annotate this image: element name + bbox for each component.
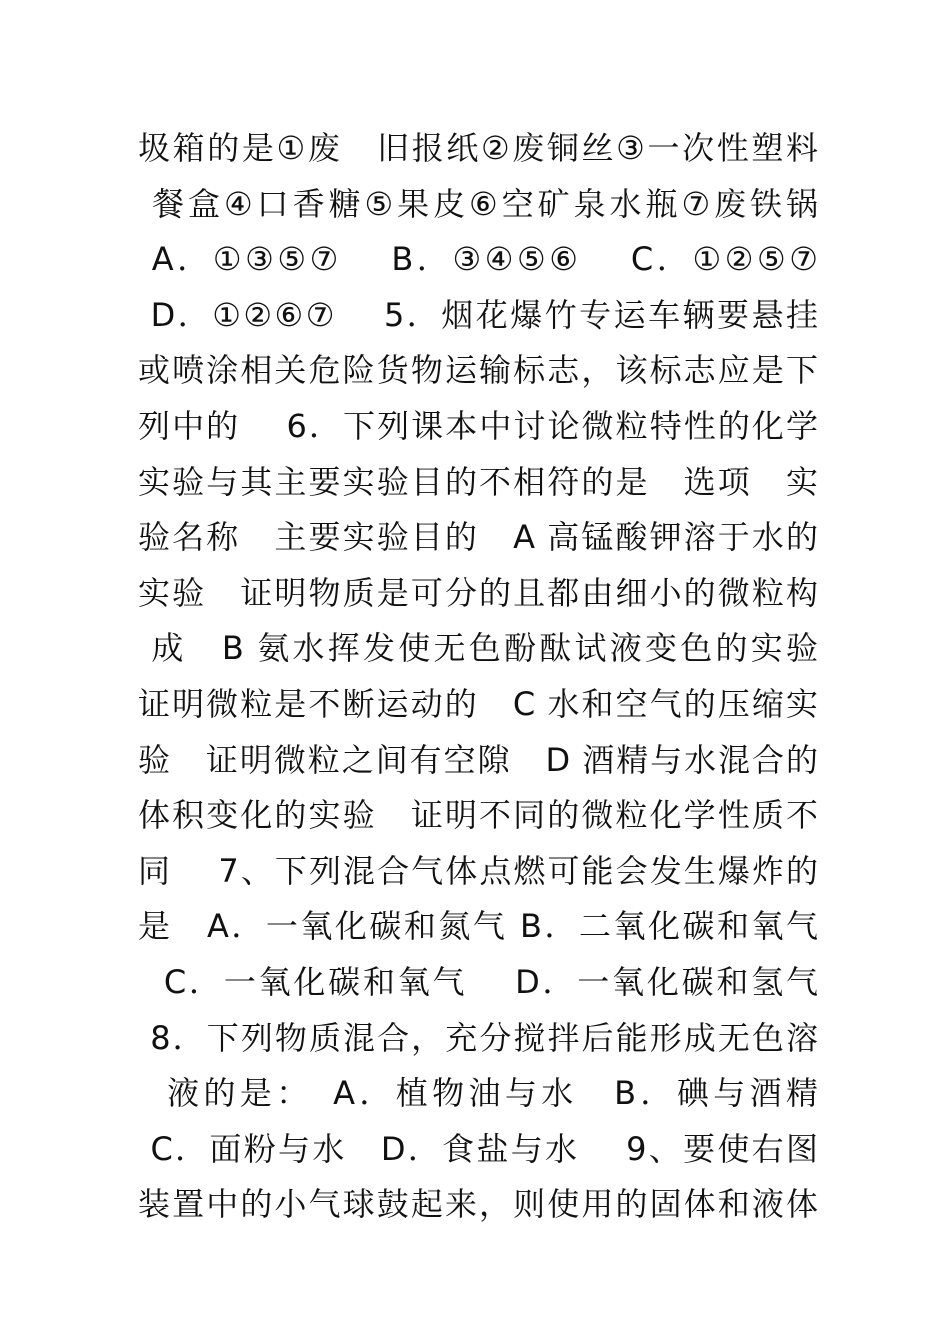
document-text-block xyxy=(138,121,818,1233)
text-line-15: 是 A．一氧化碳和氮气 B．二氧化碳和氧气 xyxy=(138,907,818,946)
text-line-17: 8．下列物质混合，充分搅拌后能形成无色溶 xyxy=(138,1018,818,1057)
text-line-4: D．①②⑥⑦ 5．烟花爆竹专运车辆要悬挂 xyxy=(138,295,818,334)
text-line-8: 验名称 主要实验目的 A 高锰酸钾溶于水的 xyxy=(138,518,818,557)
text-line-10: 成 B 氨水挥发使无色酚酞试液变色的实验 xyxy=(138,629,818,668)
text-line-2: 餐盒④口香糖⑤果皮⑥空矿泉水瓶⑦废铁锅 xyxy=(138,184,818,223)
text-line-13: 体积变化的实验 证明不同的微粒化学性质不 xyxy=(138,796,818,835)
text-line-6: 列中的 6．下列课本中讨论微粒特性的化学 xyxy=(138,406,818,445)
text-line-14: 同 7、下列混合气体点燃可能会发生爆炸的 xyxy=(138,851,818,890)
text-line-9: 实验 证明物质是可分的且都由细小的微粒构 xyxy=(138,573,818,612)
text-line-19: C．面粉与水 D．食盐与水 9、要使右图 xyxy=(138,1129,818,1168)
text-line-20: 装置中的小气球鼓起来，则使用的固体和液体 xyxy=(138,1185,818,1224)
text-line-3: A．①③⑤⑦ B．③④⑤⑥ C．①②⑤⑦ xyxy=(138,240,818,279)
text-line-5: 或喷涂相关危险货物运输标志，该标志应是下 xyxy=(138,351,818,390)
text-line-11: 证明微粒是不断运动的 C 水和空气的压缩实 xyxy=(138,684,818,723)
text-line-12: 验 证明微粒之间有空隙 D 酒精与水混合的 xyxy=(138,740,818,779)
text-line-18: 液的是： A．植物油与水 B．碘与酒精 xyxy=(138,1074,818,1113)
text-line-16: C．一氧化碳和氧气 D．一氧化碳和氢气 xyxy=(138,962,818,1001)
text-line-7: 实验与其主要实验目的不相符的是 选项 实 xyxy=(138,462,818,501)
text-line-1: 圾箱的是①废 旧报纸②废铜丝③一次性塑料 xyxy=(138,129,818,167)
